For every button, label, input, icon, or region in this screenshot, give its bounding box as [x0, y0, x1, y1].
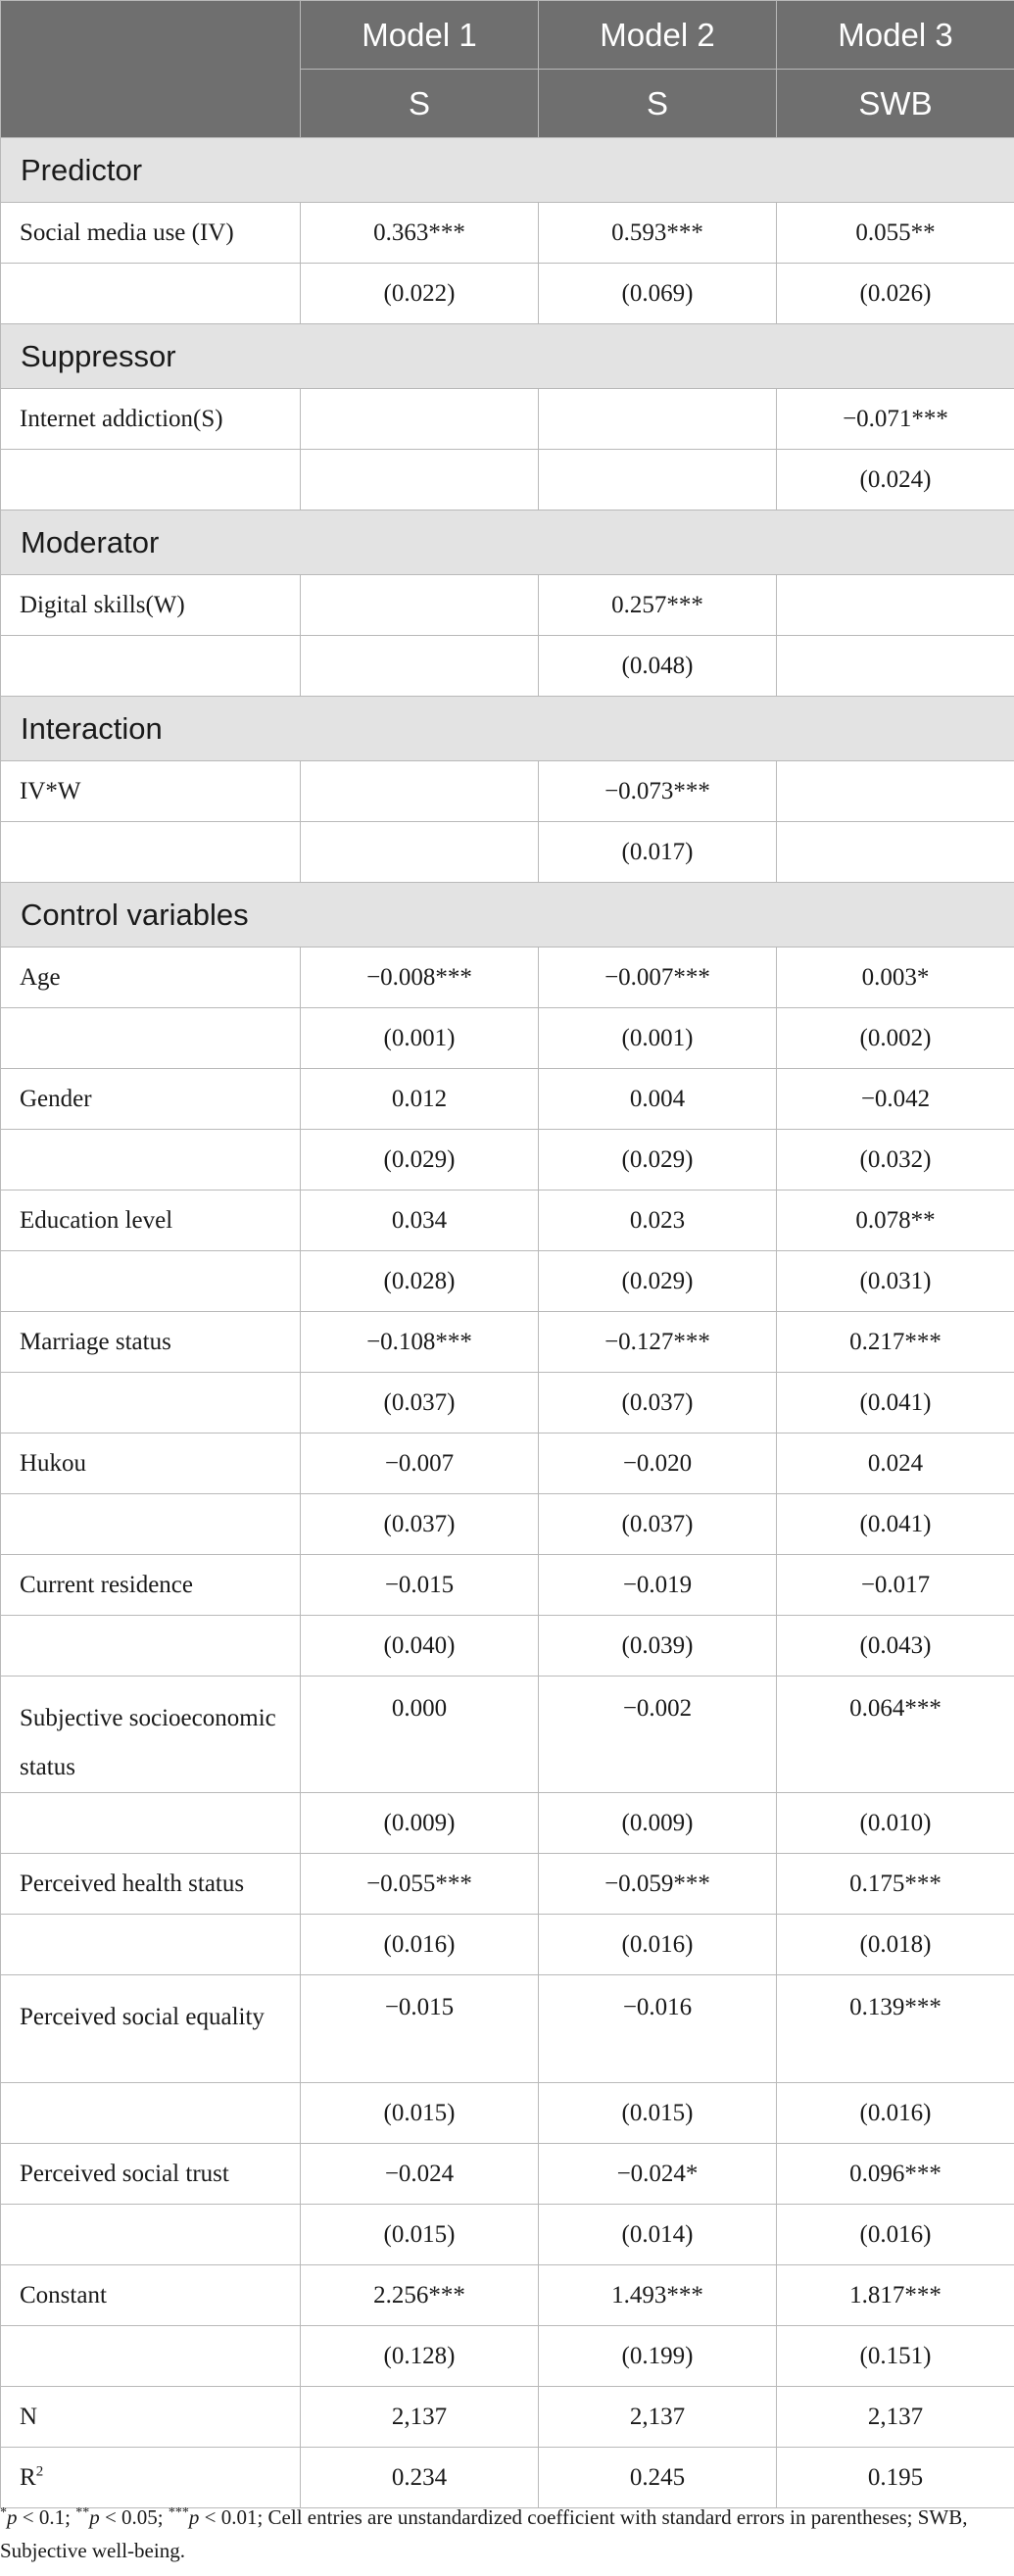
se-cell	[539, 450, 777, 510]
coef-cell: −0.127***	[539, 1312, 777, 1373]
coef-cell: −0.042	[777, 1069, 1014, 1130]
table-row	[1, 1494, 1014, 1555]
se-cell: (0.015)	[539, 2083, 777, 2144]
se-cell: (0.037)	[301, 1494, 539, 1555]
table-row	[1, 1008, 1014, 1069]
se-cell: (0.002)	[777, 1008, 1014, 1069]
header-dv-1: S	[301, 70, 539, 138]
se-cell: (0.024)	[777, 450, 1014, 510]
se-cell: (0.014)	[539, 2205, 777, 2265]
coef-cell: −0.071***	[777, 389, 1014, 450]
row-label-empty	[1, 2326, 301, 2387]
table-row	[1, 2144, 1014, 2205]
row-label-r2	[1, 2448, 301, 2508]
coef-cell	[301, 389, 539, 450]
footnote-stars-3: ***	[168, 2505, 189, 2520]
row-label: Hukou	[1, 1434, 301, 1494]
row-label: Marriage status	[1, 1312, 301, 1373]
header-model-1: Model 1	[301, 1, 539, 70]
coef-cell: −0.024	[301, 2144, 539, 2205]
se-cell: (0.032)	[777, 1130, 1014, 1191]
table-row	[1, 2205, 1014, 2265]
se-cell: (0.016)	[539, 1915, 777, 1975]
se-cell: (0.128)	[301, 2326, 539, 2387]
row-label: Education level	[1, 1191, 301, 1251]
table-row	[1, 1312, 1014, 1373]
section-interaction	[1, 697, 1014, 761]
se-cell: (0.151)	[777, 2326, 1014, 2387]
table-row	[1, 1616, 1014, 1677]
table-row	[1, 1854, 1014, 1915]
coef-cell	[301, 761, 539, 822]
row-label-empty	[1, 1251, 301, 1312]
table-row	[1, 1191, 1014, 1251]
table-row	[1, 575, 1014, 636]
coef-cell: −0.008***	[301, 948, 539, 1008]
row-label-empty	[1, 822, 301, 883]
row-label-empty	[1, 1915, 301, 1975]
n-cell: 2,137	[777, 2387, 1014, 2448]
se-cell: (0.016)	[777, 2205, 1014, 2265]
footnote-text-1: < 0.1;	[17, 2505, 76, 2529]
table-row	[1, 1793, 1014, 1854]
section-title: Predictor	[1, 138, 1014, 203]
coef-cell: −0.019	[539, 1555, 777, 1616]
coef-cell: −0.017	[777, 1555, 1014, 1616]
coef-cell: −0.015	[301, 1975, 539, 2083]
section-title: Interaction	[1, 697, 1014, 761]
table-row	[1, 1130, 1014, 1191]
row-label-empty	[1, 264, 301, 324]
se-cell: (0.199)	[539, 2326, 777, 2387]
table-row-n	[1, 2387, 1014, 2448]
footnote-text-3: < 0.01; Cell entries are unstandardized coefficient with standard errors in parentheses; SWB, Subjective well-being.	[0, 2505, 968, 2562]
row-label: Perceived social equality	[1, 1975, 301, 2083]
se-cell: (0.016)	[777, 2083, 1014, 2144]
section-title: Suppressor	[1, 324, 1014, 389]
table-footnote	[0, 2501, 1009, 2567]
row-label-empty	[1, 1373, 301, 1434]
table-row	[1, 822, 1014, 883]
table-row	[1, 203, 1014, 264]
table-row	[1, 2265, 1014, 2326]
coef-cell	[777, 761, 1014, 822]
coef-cell: 0.064***	[777, 1677, 1014, 1793]
coef-cell: 0.593***	[539, 203, 777, 264]
se-cell: (0.029)	[539, 1251, 777, 1312]
se-cell: (0.040)	[301, 1616, 539, 1677]
se-cell: (0.037)	[539, 1373, 777, 1434]
row-label-empty	[1, 2205, 301, 2265]
coef-cell: 0.023	[539, 1191, 777, 1251]
row-label-empty	[1, 1008, 301, 1069]
table-row	[1, 1915, 1014, 1975]
header-corner	[1, 1, 301, 138]
row-label-empty	[1, 636, 301, 697]
se-cell: (0.017)	[539, 822, 777, 883]
coef-cell: 0.012	[301, 1069, 539, 1130]
row-label: Gender	[1, 1069, 301, 1130]
se-cell	[777, 822, 1014, 883]
row-label-empty	[1, 1130, 301, 1191]
section-moderator	[1, 510, 1014, 575]
table-row	[1, 761, 1014, 822]
coef-cell: −0.059***	[539, 1854, 777, 1915]
se-cell: (0.029)	[539, 1130, 777, 1191]
se-cell	[301, 636, 539, 697]
table-row	[1, 389, 1014, 450]
table-row	[1, 2083, 1014, 2144]
footnote-text-2: < 0.05;	[99, 2505, 169, 2529]
table-row	[1, 2326, 1014, 2387]
section-predictor	[1, 138, 1014, 203]
coef-cell: −0.002	[539, 1677, 777, 1793]
row-label-empty	[1, 1793, 301, 1854]
coef-cell: −0.007***	[539, 948, 777, 1008]
header-row-models	[1, 1, 1014, 70]
se-cell: (0.069)	[539, 264, 777, 324]
table-row	[1, 1069, 1014, 1130]
row-label-empty	[1, 1494, 301, 1555]
row-label: Perceived health status	[1, 1854, 301, 1915]
se-cell: (0.015)	[301, 2205, 539, 2265]
se-cell: (0.041)	[777, 1373, 1014, 1434]
se-cell: (0.015)	[301, 2083, 539, 2144]
header-model-2: Model 2	[539, 1, 777, 70]
footnote-p-1: p	[7, 2505, 18, 2529]
row-label: Digital skills(W)	[1, 575, 301, 636]
coef-cell: 0.257***	[539, 575, 777, 636]
r2-label: R	[20, 2463, 36, 2491]
row-label-empty	[1, 2083, 301, 2144]
table-row	[1, 636, 1014, 697]
se-cell: (0.048)	[539, 636, 777, 697]
table-row	[1, 264, 1014, 324]
coef-cell	[539, 389, 777, 450]
se-cell: (0.001)	[301, 1008, 539, 1069]
coef-cell: −0.007	[301, 1434, 539, 1494]
se-cell: (0.037)	[539, 1494, 777, 1555]
se-cell: (0.028)	[301, 1251, 539, 1312]
row-label: IV*W	[1, 761, 301, 822]
coef-cell: −0.108***	[301, 1312, 539, 1373]
footnote-stars-1: *	[0, 2505, 7, 2520]
row-label-empty	[1, 1616, 301, 1677]
se-cell	[301, 822, 539, 883]
section-title: Control variables	[1, 883, 1014, 948]
coef-cell: 0.055**	[777, 203, 1014, 264]
coef-cell: 0.217***	[777, 1312, 1014, 1373]
section-controls	[1, 883, 1014, 948]
se-cell: (0.037)	[301, 1373, 539, 1434]
coef-cell: 2.256***	[301, 2265, 539, 2326]
header-model-3: Model 3	[777, 1, 1014, 70]
table-row	[1, 1373, 1014, 1434]
row-label: Internet addiction(S)	[1, 389, 301, 450]
se-cell: (0.031)	[777, 1251, 1014, 1312]
coef-cell	[301, 575, 539, 636]
table-row	[1, 948, 1014, 1008]
coef-cell: −0.024*	[539, 2144, 777, 2205]
coef-cell: −0.055***	[301, 1854, 539, 1915]
r2-cell: 0.245	[539, 2448, 777, 2508]
table-row	[1, 450, 1014, 510]
coef-cell: −0.073***	[539, 761, 777, 822]
row-label: Perceived social trust	[1, 2144, 301, 2205]
row-label: Constant	[1, 2265, 301, 2326]
row-label-empty	[1, 450, 301, 510]
n-cell: 2,137	[539, 2387, 777, 2448]
coef-cell: 0.078**	[777, 1191, 1014, 1251]
coef-cell: 0.000	[301, 1677, 539, 1793]
coef-cell: 0.096***	[777, 2144, 1014, 2205]
se-cell: (0.043)	[777, 1616, 1014, 1677]
coef-cell: 1.493***	[539, 2265, 777, 2326]
se-cell	[301, 450, 539, 510]
row-label: Current residence	[1, 1555, 301, 1616]
section-suppressor	[1, 324, 1014, 389]
se-cell: (0.009)	[301, 1793, 539, 1854]
se-cell: (0.039)	[539, 1616, 777, 1677]
se-cell: (0.022)	[301, 264, 539, 324]
table-row	[1, 1251, 1014, 1312]
coef-cell: 0.363***	[301, 203, 539, 264]
coef-cell: 0.175***	[777, 1854, 1014, 1915]
row-label: Age	[1, 948, 301, 1008]
coef-cell: 0.139***	[777, 1975, 1014, 2083]
row-label: Social media use (IV)	[1, 203, 301, 264]
header-dv-3: SWB	[777, 70, 1014, 138]
coef-cell: −0.020	[539, 1434, 777, 1494]
se-cell: (0.016)	[301, 1915, 539, 1975]
coef-cell: 1.817***	[777, 2265, 1014, 2326]
se-cell: (0.009)	[539, 1793, 777, 1854]
coef-cell: 0.034	[301, 1191, 539, 1251]
se-cell: (0.010)	[777, 1793, 1014, 1854]
footnote-p-3: p	[188, 2505, 200, 2529]
n-cell: 2,137	[301, 2387, 539, 2448]
coef-cell: 0.004	[539, 1069, 777, 1130]
footnote-p-2: p	[89, 2505, 100, 2529]
se-cell	[777, 636, 1014, 697]
r2-superscript: 2	[35, 2463, 44, 2480]
footnote-stars-2: **	[75, 2505, 90, 2520]
se-cell: (0.029)	[301, 1130, 539, 1191]
coef-cell: 0.024	[777, 1434, 1014, 1494]
coef-cell: 0.003*	[777, 948, 1014, 1008]
section-title: Moderator	[1, 510, 1014, 575]
table-row	[1, 1677, 1014, 1793]
row-label: N	[1, 2387, 301, 2448]
table-row	[1, 1434, 1014, 1494]
coef-cell: −0.016	[539, 1975, 777, 2083]
coef-cell: −0.015	[301, 1555, 539, 1616]
se-cell: (0.018)	[777, 1915, 1014, 1975]
header-dv-2: S	[539, 70, 777, 138]
table-row	[1, 1975, 1014, 2083]
table-row-r2	[1, 2448, 1014, 2508]
se-cell: (0.001)	[539, 1008, 777, 1069]
table-row	[1, 1555, 1014, 1616]
r2-cell: 0.195	[777, 2448, 1014, 2508]
r2-cell: 0.234	[301, 2448, 539, 2508]
se-cell: (0.041)	[777, 1494, 1014, 1555]
coef-cell	[777, 575, 1014, 636]
row-label: Subjective socioeconomic status	[1, 1677, 301, 1793]
se-cell: (0.026)	[777, 264, 1014, 324]
